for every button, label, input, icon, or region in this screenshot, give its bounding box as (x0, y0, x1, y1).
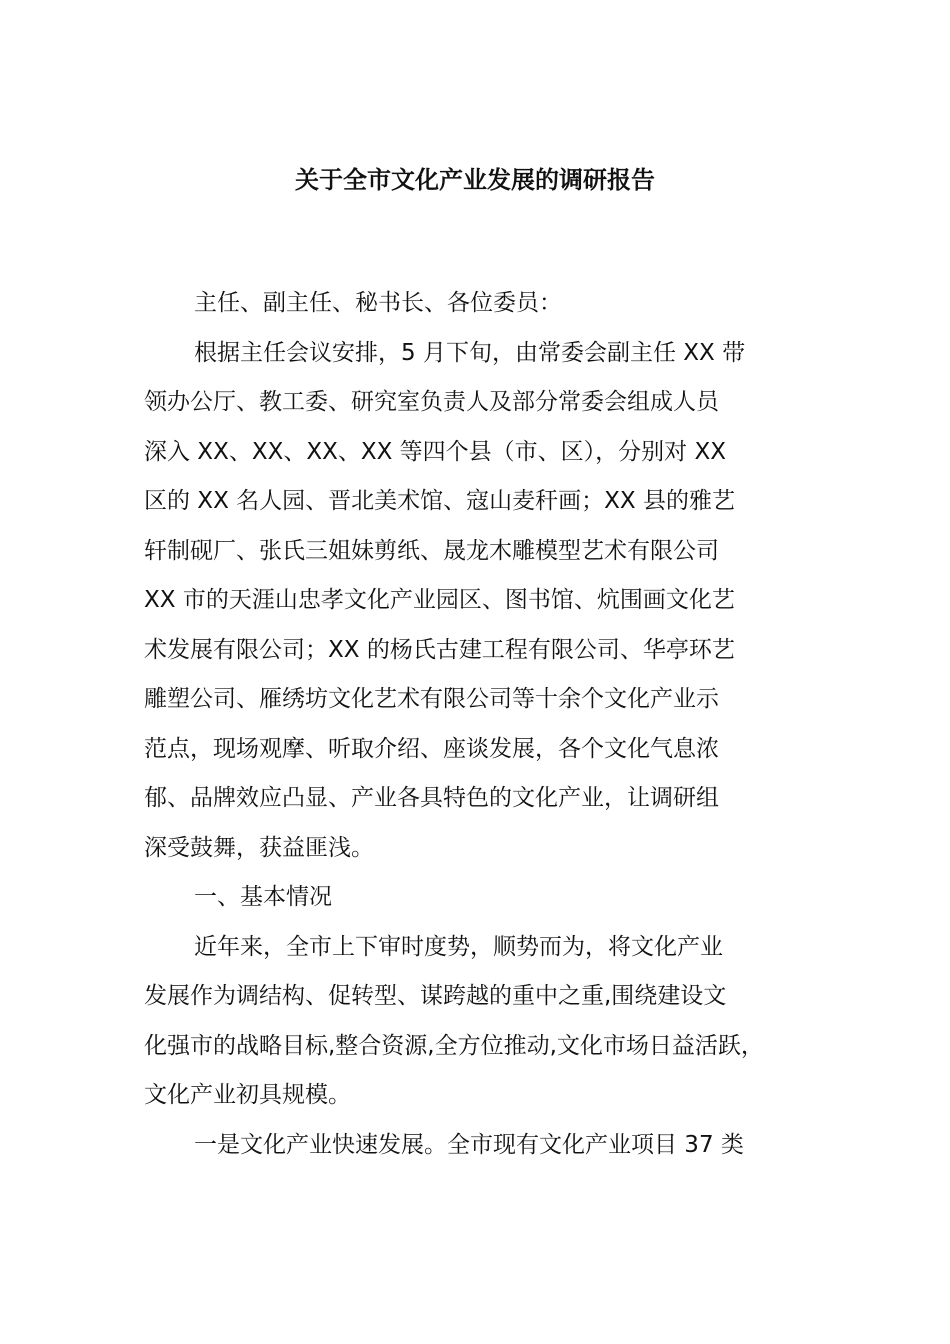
document-title: 关于全市文化产业发展的调研报告 (295, 166, 655, 194)
paragraph-line: 深受鼓舞，获益匪浅。 (144, 834, 374, 861)
paragraph-line: 区的 XX 名人园、晋北美术馆、寇山麦秆画；XX 县的雅艺 (144, 488, 735, 514)
paragraph-line: 深入 XX、XX、XX、XX 等四个县（市、区），分别对 XX (144, 438, 726, 465)
paragraph-line: 领办公厅、教工委、研究室负责人及部分常委会组成人员 (144, 389, 719, 415)
paragraph-line: 文化产业初具规模。 (144, 1082, 351, 1108)
paragraph-line: 近年来，全市上下审时度势，顺势而为，将文化产业 (194, 933, 723, 960)
paragraph-line: 一是文化产业快速发展。全市现有文化产业项目 37 类 (194, 1131, 744, 1158)
paragraph-line: 术发展有限公司；XX 的杨氏古建工程有限公司、华亭环艺 (144, 636, 735, 663)
paragraph-line: 化强市的战略目标,整合资源,全方位推动,文化市场日益活跃， (144, 1032, 764, 1059)
paragraph-line: 范点，现场观摩、听取介绍、座谈发展，各个文化气息浓 (144, 735, 719, 762)
section-heading: 一、基本情况 (194, 884, 332, 910)
document-body (144, 279, 844, 1170)
paragraph-line: XX 市的天涯山忠孝文化产业园区、图书馆、炕围画文化艺 (144, 587, 735, 613)
paragraph-line: 发展作为调结构、促转型、谋跨越的重中之重,围绕建设文 (144, 983, 727, 1009)
paragraph-line: 郁、品牌效应凸显、产业各具特色的文化产业，让调研组 (144, 785, 719, 811)
salutation-line: 主任、副主任、秘书长、各位委员： (194, 290, 562, 316)
paragraph-line: 雕塑公司、雁绣坊文化艺术有限公司等十余个文化产业示 (144, 686, 719, 712)
paragraph-line: 轩制砚厂、张氏三姐妹剪纸、晟龙木雕模型艺术有限公司 (144, 537, 719, 564)
paragraph-line: 根据主任会议安排，5 月下旬，由常委会副主任 XX 带 (194, 339, 746, 366)
